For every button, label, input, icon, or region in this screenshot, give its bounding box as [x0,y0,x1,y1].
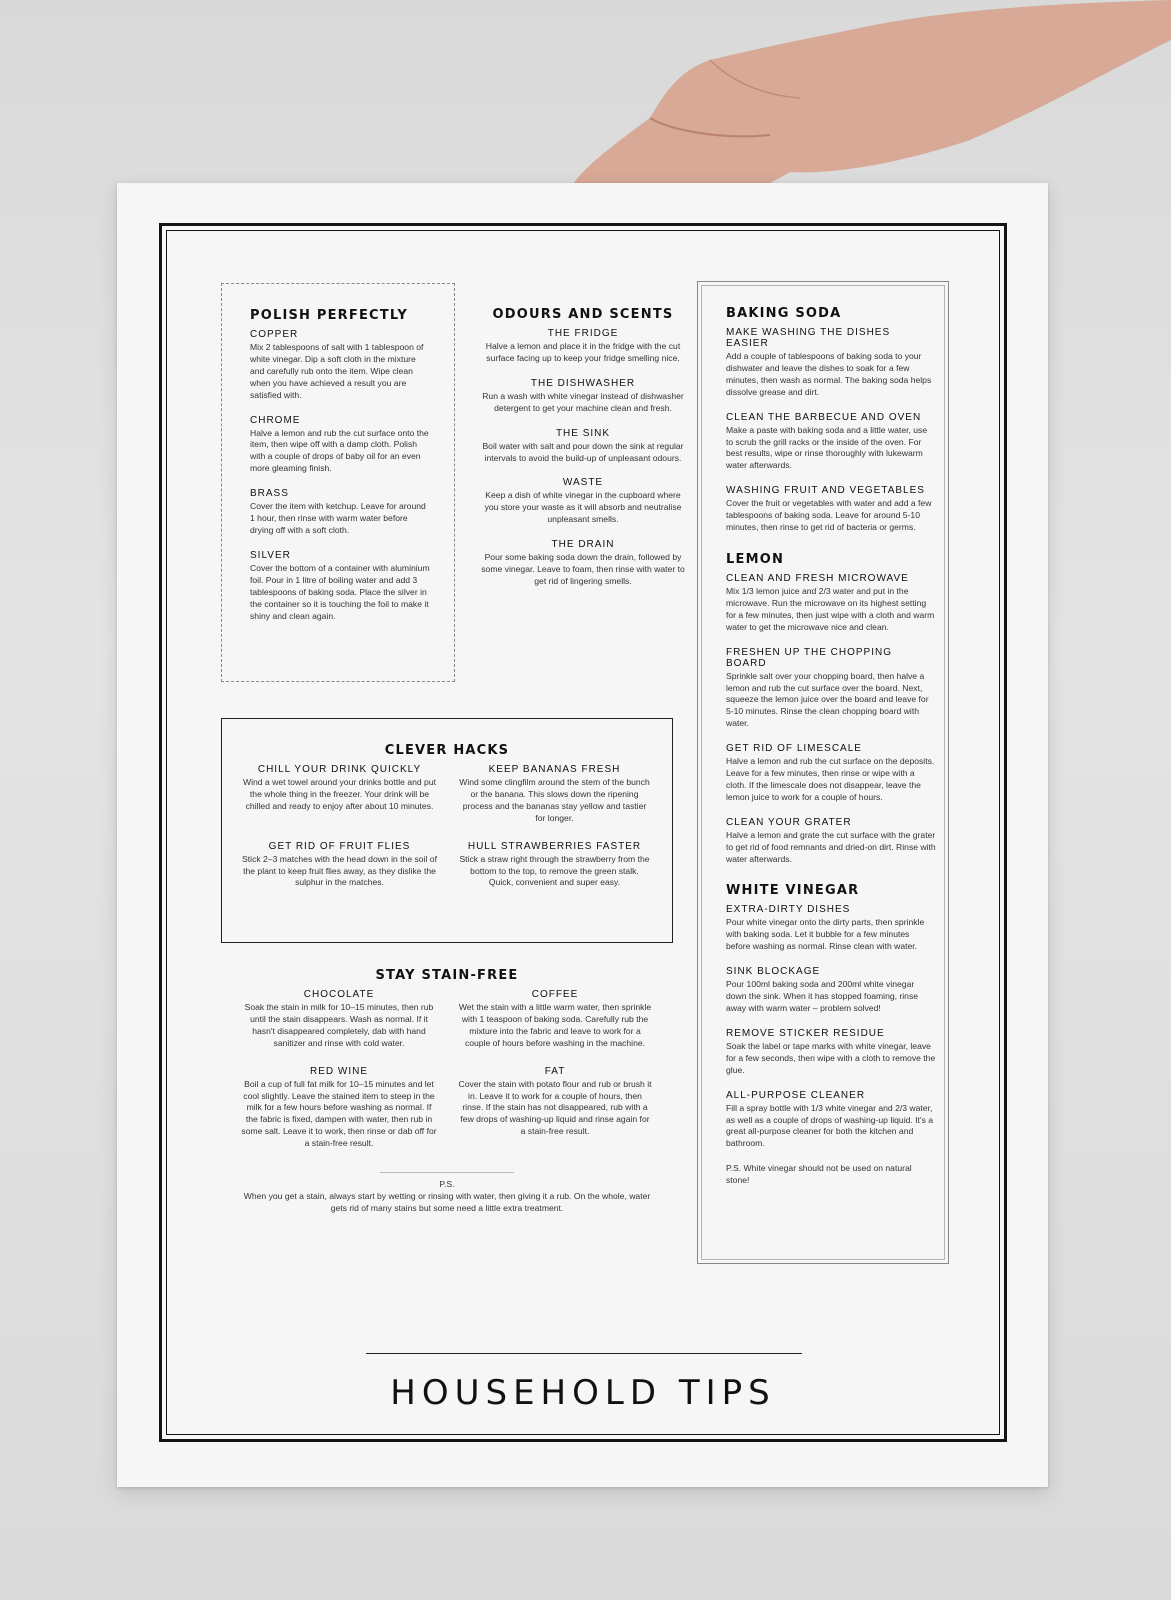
tip-title: KEEP BANANAS FRESH [488,764,621,775]
hack-item [242,764,437,841]
ps-divider [380,1172,514,1173]
tip-title: THE FRIDGE [547,328,619,339]
tip-text: Boil a cup of full fat milk for 10–15 minutes and let cool slightly. Leave the stained item to steep in the milk for a few hours before washing as normal. If the fabric is fixed, dampen with water, then rub in some salt. Leave it to work, then rinse or dab off for a stain-free result. [241,1078,437,1149]
tip-text: Pour white vinegar onto the dirty parts, then sprinkle with baking soda. Let it bubble for a few minutes before washing as normal. Rinse clean with water. [726,917,925,952]
tip-title: RED WINE [310,1065,368,1077]
clever-hacks-section [221,718,673,943]
tip-text: Cover the fruit or vegetables with water and add a few tablespoons of baking soda. Leave for around 5-10 minutes, then rinse to get rid of bacteria or germs. [726,498,932,533]
stain-item [457,989,653,1066]
stain-item [241,1066,437,1166]
hack-item [457,764,652,841]
tip-text: Halve a lemon and rub the cut surface onto the item, then wipe off with a damp cloth. Polish with a couple of drops of baby oil for an even more gleaming finish. [250,427,429,474]
section-heading: ODOURS AND SCENTS [492,307,674,322]
ps-label: P.S. [439,1179,455,1190]
tip-text: Fill a spray bottle with 1/3 white vinegar and 2/3 water, as well as a couple of drops of washing-up liquid. It's a great all-purpose cleaner for both the kitchen and bathroom. [726,1102,934,1149]
tip-text: Pour some baking soda down the drain, followed by some vinegar. Leave to foam, then rinse with water to get rid of lingering smells. [481,552,685,586]
odours-section [479,283,687,682]
tip-title: FRESHEN UP THE CHOPPING BOARD [726,646,892,669]
tip-title: CLEAN THE BARBECUE AND OVEN [726,411,922,423]
section-heading: WHITE VINEGAR [726,883,860,899]
title-divider [366,1353,802,1354]
tip-text: Wet the stain with a little warm water, then sprinkle with 1 teaspoon of baking soda. Carefully rub the mixture into the fabric and leave to work for a couple of hours before washing in the machine. [458,1002,652,1048]
tip-title: CHROME [250,414,301,426]
tip-title: WASHING FRUIT AND VEGETABLES [726,485,925,497]
poster [117,183,1048,1487]
tip-text: Run a wash with white vinegar instead of dishwasher detergent to get your machine clean and fresh. [482,390,684,413]
tip-title: EXTRA-DIRTY DISHES [726,904,851,916]
tip-text: Wind some clingfilm around the stem of the bunch or the banana. This slows down the ripening process and the bananas stay yellow and tastier for longer. [459,777,650,823]
tip-text: Mix 2 tablespoons of salt with 1 tablespoon of white vinegar. Dip a soft cloth in the mixture and carefully rub onto the item. Wipe clean when you have achieved a result you are satisfied with. [250,342,424,400]
tip-text: Stick 2–3 matches with the head down in the soil of the plant to keep fruit flies away, as they dislike the sulphur in the matches. [242,853,437,888]
tip-title: SILVER [250,549,291,561]
hack-item [457,841,652,906]
tip-text: Add a couple of tablespoons of baking soda to your dishwater and leave the dishes to soak for a few minutes, then wash as normal. The baking soda helps dissolve grease and dirt. [726,351,932,397]
section-heading: LEMON [726,551,785,567]
tip-text: Halve a lemon and rub the cut surface on the deposits. Leave for a few minutes, then rinse or wipe with a cloth. If the limescale does not disappear, leave the lemon juice to work for a couple of hours. [726,756,935,802]
tip-text: Soak the label or tape marks with white vinegar, leave for a few seconds, then wipe with a cloth to remove the glue. [726,1040,936,1075]
tip-title: SINK BLOCKAGE [726,966,821,978]
section-heading: STAY STAIN-FREE [375,968,519,983]
tip-title: FAT [544,1065,566,1077]
tip-text: Pour 100ml baking soda and 200ml white vinegar down the sink. When it has stopped foaming, rinse away with warm water – problem solved! [726,979,919,1013]
tip-title: CLEAN YOUR GRATER [726,816,852,828]
tip-title: WASTE [562,477,604,489]
tip-text: Cover the stain with potato flour and rub or brush it in. Leave it to work for a couple of hours, then rinse. If the stain has not disappeared, rub with a few drops of washing-up liquid and rinse again for a stain-free result. [458,1078,652,1137]
tip-title: MAKE WASHING THE DISHES EASIER [726,327,891,349]
tip-title: THE DRAIN [551,539,615,551]
tip-title: GET RID OF LIMESCALE [726,743,862,755]
tip-title: GET RID OF FRUIT FLIES [268,840,411,852]
tip-title: COPPER [250,329,299,340]
tip-title: CHOCOLATE [303,989,375,1000]
tip-title: THE DISHWASHER [530,377,636,389]
stain-item [457,1066,653,1166]
stain-free-section [221,968,673,1298]
tip-text: Stick a straw right through the strawberry from the bottom to the top, to remove the green stalk. Quick, convenient and super easy. [459,853,650,888]
tip-title: CHILL YOUR DRINK QUICKLY [257,764,422,775]
tip-text: Make a paste with baking soda and a little water, use to scrub the grill racks or the inside of the oven. For best results, wipe or rinse thoroughly with lukewarm water afterwards. [726,424,928,471]
tip-title: BRASS [250,488,289,500]
ps-text: When you get a stain, always start by wetting or rinsing with water, then giving it a rub. On the whole, water gets rid of many stains but some need a little extra treatment. [243,1190,651,1213]
tip-text: Halve a lemon and grate the cut surface with the grater to get rid of food remnants and dried-on dirt. Rinse with water afterwards. [726,829,936,864]
tip-text: Cover the bottom of a container with aluminium foil. Pour in 1 litre of boiling water and add 3 tablespoons of baking soda. Place the silver in the container so it is touching the foil to make it shiny and clean again. [250,562,430,621]
section-heading: CLEVER HACKS [384,743,510,758]
tip-text: Sprinkle salt over your chopping board, then halve a lemon and rub the cut surface over the board. Next, squeeze the lemon juice over the board and leave for 5-10 minutes. Rinse the clean chopping board with water. [726,670,929,729]
tip-title: CLEAN AND FRESH MICROWAVE [726,572,909,584]
tip-title: ALL-PURPOSE CLEANER [726,1089,866,1101]
tip-title: REMOVE STICKER RESIDUE [726,1027,885,1039]
right-column-section [697,281,949,1264]
tip-title: HULL STRAWBERRIES FASTER [467,840,642,852]
tip-text: Boil water with salt and pour down the sink at regular intervals to avoid the build-up of unpleasant odours. [482,440,684,463]
tip-text: Mix 1/3 lemon juice and 2/3 water and put in the microwave. Run the microwave on its highest setting for a few minutes, then just wipe with a cloth and warm water to get the microwave nice and clean. [726,585,935,632]
vinegar-note: P.S. White vinegar should not be used on natural stone! [726,1163,912,1186]
tip-text: Keep a dish of white vinegar in the cupboard where you store your waste as it will absorb and neutralise unpleasant smells. [484,490,682,525]
tip-text: Cover the item with ketchup. Leave for around 1 hour, then rinse with warm water before drying off with a soft cloth. [250,501,426,535]
section-heading: BAKING SODA [726,306,842,321]
section-heading: POLISH PERFECTLY [250,308,408,323]
tip-title: THE SINK [555,427,611,439]
tip-text: Soak the stain in milk for 10–15 minutes, then rub until the stain disappears. Wash as normal. If it hasn't disappeared completely, dab with hand sanitizer and rinse with cold water. [244,1002,434,1048]
polish-perfectly-section [221,283,455,682]
hack-item [242,841,437,906]
tip-text: Halve a lemon and place it in the fridge with the cut surface facing up to keep your fridge smelling nice. [485,341,681,363]
tip-title: COFFEE [531,989,579,1000]
stain-item [241,989,437,1066]
tip-text: Wind a wet towel around your drinks bottle and put the whole thing in the freezer. Your drink will be chilled and ready to enjoy after about 10 minutes. [243,777,436,811]
poster-title: HOUSEHOLD TIPS [390,1373,776,1413]
